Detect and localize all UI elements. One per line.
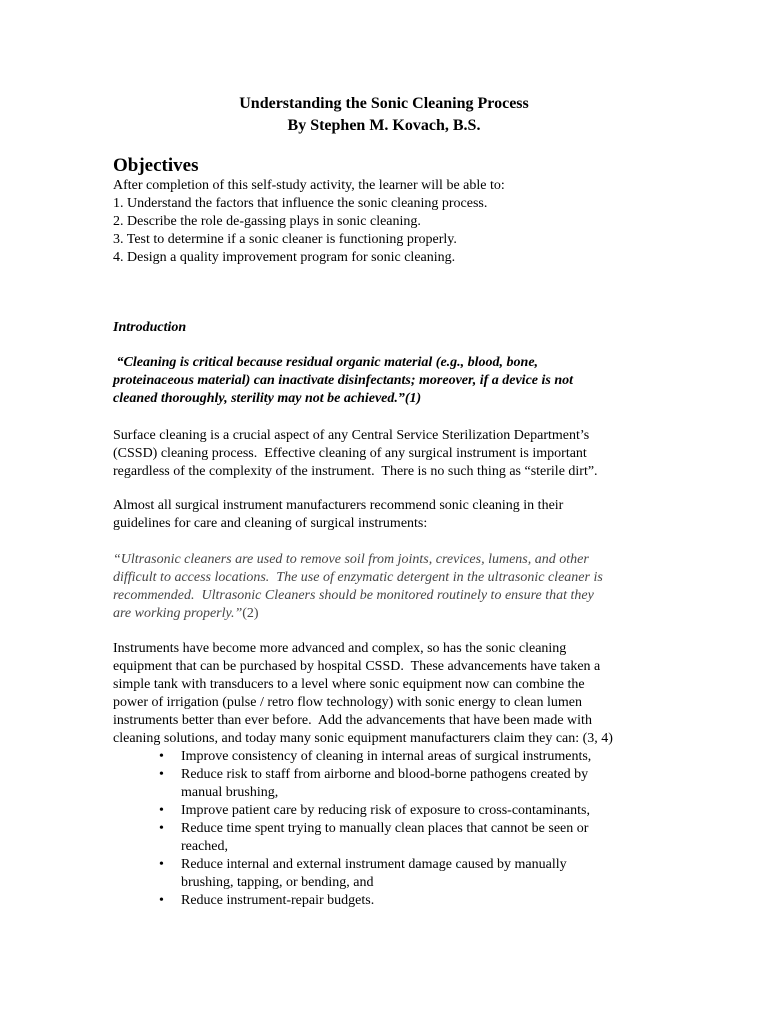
paragraph-manufacturers <box>113 497 653 533</box>
quote-ultrasonic-cleaners <box>113 551 653 623</box>
bullet-text: Improve patient care by reducing risk of exposure to cross-contaminants, <box>181 803 590 818</box>
bullet-text: Reduce internal and external instrument damage caused by manually <box>181 857 567 872</box>
bullet-item <box>113 856 653 892</box>
quote-line: recommended. Ultrasonic Cleaners should be monitored routinely to ensure that they <box>113 588 594 603</box>
paragraph-surface-cleaning <box>113 427 653 481</box>
quote-line-last <box>113 605 653 623</box>
paragraph-line: guidelines for care and cleaning of surgical instruments: <box>113 516 428 531</box>
bullet-item <box>113 802 653 820</box>
paragraph-line: instruments better than ever before. Add the advancements that have been made with <box>113 713 592 728</box>
intro-quote-cleaning <box>113 354 653 408</box>
quote-line: “Ultrasonic cleaners are used to remove soil from joints, crevices, lumens, and other <box>113 552 589 567</box>
quote-text-end: are working properly.” <box>113 606 243 621</box>
paragraph-instruments-advanced <box>113 640 653 748</box>
quote-line: difficult to access locations. The use of enzymatic detergent in the ultrasonic cleaner is <box>113 570 603 585</box>
paragraph-line: power of irrigation (pulse / retro flow technology) with sonic energy to clean lumen <box>113 695 582 710</box>
quote-line: “Cleaning is critical because residual organic material (e.g., blood, bone, <box>113 355 539 370</box>
quote-citation: (2) <box>242 606 259 621</box>
bullet-text: Reduce risk to staff from airborne and blood-borne pathogens created by <box>181 767 589 782</box>
objective-item: 1. Understand the factors that influence the sonic cleaning process. <box>113 196 488 211</box>
bullet-icon: • <box>159 767 164 782</box>
bullet-icon: • <box>159 803 164 818</box>
objective-item: 4. Design a quality improvement program for sonic cleaning. <box>113 250 456 265</box>
paragraph-line: regardless of the complexity of the instrument. There is no such thing as “sterile dirt”. <box>113 464 598 479</box>
paragraph-line: cleaning solutions, and today many sonic equipment manufacturers claim they can: (3, 4) <box>113 731 613 746</box>
quote-line: proteinaceous material) can inactivate disinfectants; moreover, if a device is not <box>113 373 574 388</box>
bullet-text: manual brushing, <box>181 785 279 800</box>
objectives-section <box>113 177 653 267</box>
bullet-item <box>113 892 653 910</box>
paragraph-line: equipment that can be purchased by hospital CSSD. These advancements have taken a <box>113 659 601 674</box>
bullet-icon: • <box>159 857 164 872</box>
bullet-text: brushing, tapping, or bending, and <box>181 875 374 890</box>
bullet-icon: • <box>159 749 164 764</box>
introduction-heading: Introduction <box>113 320 187 335</box>
paragraph-line: Surface cleaning is a crucial aspect of any Central Service Sterilization Department’s <box>113 428 590 443</box>
bullet-text: Reduce instrument-repair budgets. <box>181 893 375 908</box>
bullet-icon: • <box>159 821 164 836</box>
bullet-item <box>113 820 653 856</box>
document-title: Understanding the Sonic Cleaning Process <box>239 95 529 112</box>
paragraph-line: Almost all surgical instrument manufacturers recommend sonic cleaning in their <box>113 498 564 513</box>
bullet-text: reached, <box>181 839 229 854</box>
paragraph-line: Instruments have become more advanced and complex, so has the sonic cleaning <box>113 641 567 656</box>
document-byline: By Stephen M. Kovach, B.S. <box>287 117 481 134</box>
objectives-heading: Objectives <box>113 155 199 176</box>
objective-item: 2. Describe the role de-gassing plays in sonic cleaning. <box>113 214 421 229</box>
bullet-item <box>113 748 653 766</box>
objective-item: 3. Test to determine if a sonic cleaner is functioning properly. <box>113 232 457 247</box>
bullet-icon: • <box>159 893 164 908</box>
objectives-intro: After completion of this self-study activity, the learner will be able to: <box>113 178 505 193</box>
paragraph-line: simple tank with transducers to a level where sonic equipment now can combine the <box>113 677 585 692</box>
bullet-item <box>113 766 653 802</box>
quote-line: cleaned thoroughly, sterility may not be achieved.”(1) <box>113 391 422 406</box>
bullet-text: Reduce time spent trying to manually clean places that cannot be seen or <box>181 821 589 836</box>
paragraph-line: (CSSD) cleaning process. Effective cleaning of any surgical instrument is important <box>113 446 587 461</box>
claims-bullet-list <box>113 748 653 910</box>
bullet-text: Improve consistency of cleaning in internal areas of surgical instruments, <box>181 749 592 764</box>
